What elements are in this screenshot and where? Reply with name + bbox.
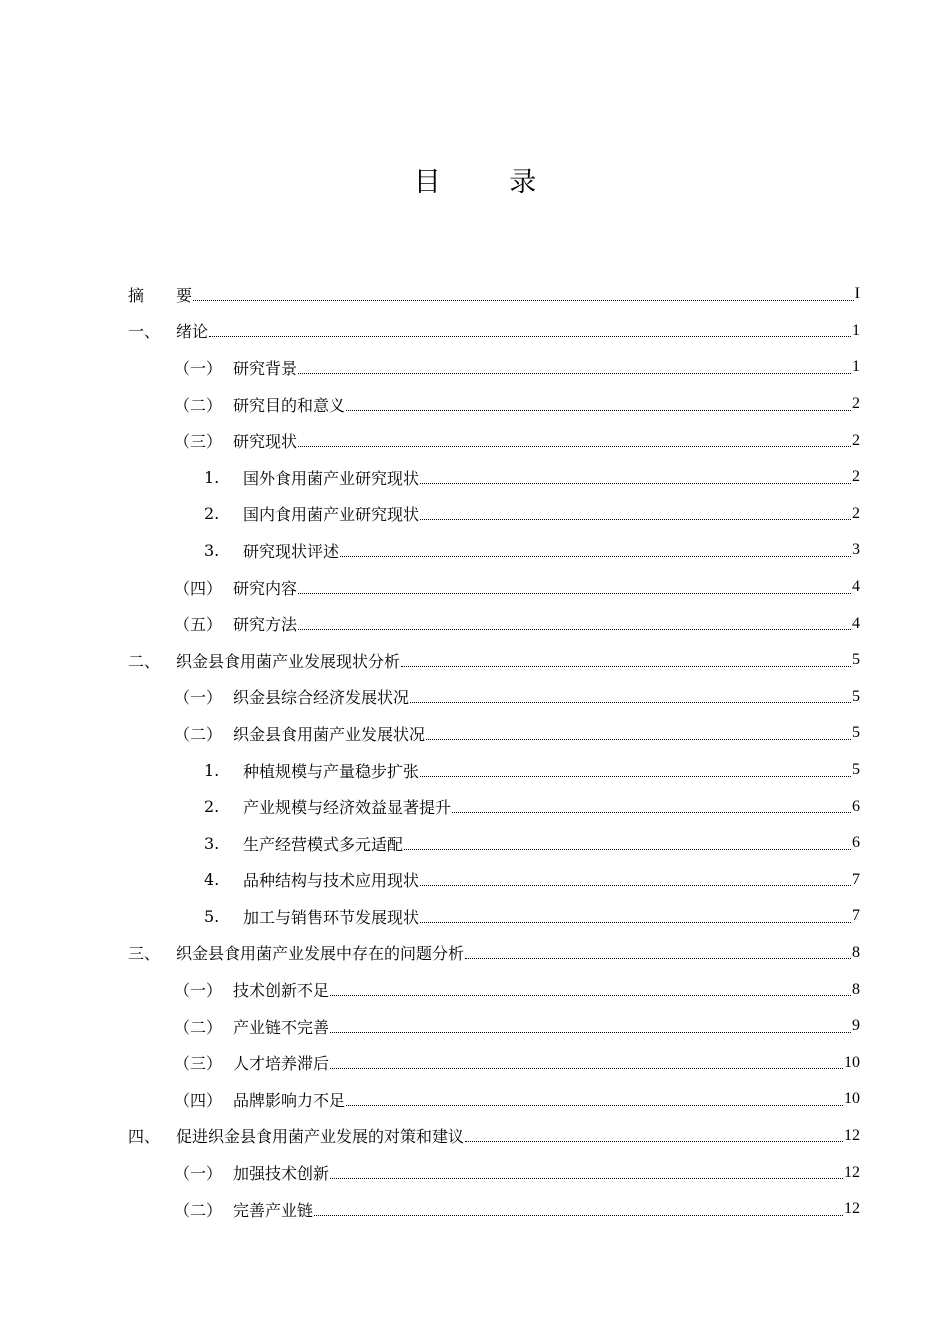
toc-entry-label: 加工与销售环节发展现状: [243, 907, 420, 927]
toc-dot-leader: [314, 1215, 843, 1216]
toc-page-number: 8: [852, 980, 860, 998]
toc-page-number: 10: [844, 1090, 860, 1108]
toc-entry[interactable]: [128, 1044, 860, 1081]
toc-dot-leader: [346, 1105, 843, 1106]
toc-entry-number: 三、: [128, 944, 161, 964]
toc-entry[interactable]: [128, 788, 860, 825]
toc-entry-number: （一）: [174, 1164, 223, 1184]
toc-page-number: 7: [852, 870, 860, 888]
toc-entry-number: 2.: [204, 504, 220, 524]
toc-page-number: 5: [852, 724, 860, 742]
toc-entry-label: 要: [176, 285, 193, 305]
toc-entry-label: 品牌影响力不足: [233, 1090, 346, 1110]
toc-entry-label: 促进织金县食用菌产业发展的对策和建议: [176, 1127, 465, 1147]
toc-entry-label: 研究现状: [233, 432, 298, 452]
toc-entry[interactable]: [128, 642, 860, 679]
toc-entry-label: 研究背景: [233, 358, 298, 378]
toc-dot-leader: [426, 739, 851, 740]
toc-page-number: 4: [852, 614, 860, 632]
toc-entry-label: 国内食用菌产业研究现状: [243, 505, 420, 525]
toc-page-number: 5: [852, 651, 860, 669]
toc-entry-number: 四、: [128, 1127, 161, 1147]
toc-entry[interactable]: [128, 1191, 860, 1228]
toc-entry[interactable]: [128, 313, 860, 350]
toc-entry-number: （二）: [174, 1200, 223, 1220]
toc-page-number: 4: [852, 578, 860, 596]
toc-entry[interactable]: [128, 605, 860, 642]
toc-page-number: 6: [852, 834, 860, 852]
toc-dot-leader: [420, 885, 851, 886]
toc-entry[interactable]: [128, 898, 860, 935]
toc-entry[interactable]: [128, 715, 860, 752]
toc-entry[interactable]: [128, 422, 860, 459]
toc-dot-leader: [298, 446, 851, 447]
toc-entry-number: 4.: [204, 870, 220, 890]
toc-entry-label: 产业链不完善: [233, 1017, 330, 1037]
toc-page-number: 12: [844, 1126, 860, 1144]
toc-entry[interactable]: [128, 825, 860, 862]
toc-dot-leader: [420, 519, 851, 520]
toc-dot-leader: [193, 300, 854, 301]
toc-page-number: 9: [852, 1017, 860, 1035]
toc-entry-number: 一、: [128, 322, 161, 342]
toc-page-number: 5: [852, 687, 860, 705]
toc-entry-number: （一）: [174, 981, 223, 1001]
toc-entry-label: 研究方法: [233, 615, 298, 635]
toc-entry-label: 绪论: [176, 322, 209, 342]
toc-entry-label: 研究目的和意义: [233, 395, 346, 415]
toc-entry-number: （二）: [174, 1017, 223, 1037]
toc-entry-label: 产业规模与经济效益显著提升: [243, 798, 452, 818]
toc-page-number: 10: [844, 1053, 860, 1071]
toc-entry-label: 生产经营模式多元适配: [243, 834, 404, 854]
toc-page-number: 8: [852, 943, 860, 961]
toc-entry-number: （二）: [174, 724, 223, 744]
toc-entry[interactable]: [128, 862, 860, 899]
toc-page-number: 12: [844, 1163, 860, 1181]
toc-page-number: 12: [844, 1200, 860, 1218]
toc-entry-number: （三）: [174, 1054, 223, 1074]
toc-entry-label: 完善产业链: [233, 1200, 314, 1220]
toc-entry-label: 品种结构与技术应用现状: [243, 871, 420, 891]
toc-page-number: I: [854, 285, 860, 303]
toc-dot-leader: [465, 1141, 843, 1142]
toc-page-number: 3: [852, 541, 860, 559]
toc-entry-label: 研究内容: [233, 578, 298, 598]
toc-dot-leader: [340, 556, 851, 557]
toc-entry-number: （五）: [174, 615, 223, 635]
table-of-contents: [128, 276, 860, 1227]
toc-entry[interactable]: [128, 459, 860, 496]
toc-dot-leader: [420, 922, 851, 923]
toc-entry-number: （一）: [174, 358, 223, 378]
toc-entry-label: 织金县食用菌产业发展状况: [233, 724, 426, 744]
toc-entry-label: 加强技术创新: [233, 1164, 330, 1184]
toc-entry-number: （二）: [174, 395, 223, 415]
toc-dot-leader: [330, 995, 851, 996]
toc-dot-leader: [330, 1068, 843, 1069]
toc-page-number: 2: [852, 504, 860, 522]
toc-entry[interactable]: [128, 935, 860, 972]
toc-dot-leader: [330, 1032, 851, 1033]
toc-entry[interactable]: [128, 1118, 860, 1155]
toc-dot-leader: [401, 666, 851, 667]
toc-entry[interactable]: [128, 532, 860, 569]
toc-entry-label: 研究现状评述: [243, 541, 340, 561]
toc-entry-number: （三）: [174, 432, 223, 452]
toc-entry-number: （四）: [174, 578, 223, 598]
toc-dot-leader: [420, 776, 851, 777]
toc-entry[interactable]: [128, 349, 860, 386]
toc-entry[interactable]: [128, 752, 860, 789]
toc-page-number: 6: [852, 797, 860, 815]
toc-entry-number: 二、: [128, 651, 161, 671]
toc-entry-label: 国外食用菌产业研究现状: [243, 468, 420, 488]
toc-dot-leader: [209, 336, 851, 337]
toc-dot-leader: [298, 593, 851, 594]
toc-entry[interactable]: [128, 679, 860, 716]
toc-entry-number: 3.: [204, 833, 220, 853]
toc-entry[interactable]: [128, 1008, 860, 1045]
toc-entry-label: 织金县综合经济发展状况: [233, 688, 410, 708]
toc-page-number: 2: [852, 395, 860, 413]
toc-page-number: 2: [852, 431, 860, 449]
toc-dot-leader: [298, 373, 851, 374]
toc-entry[interactable]: [128, 1081, 860, 1118]
toc-dot-leader: [404, 849, 851, 850]
toc-entry-number: 摘: [128, 285, 145, 305]
toc-dot-leader: [452, 812, 851, 813]
toc-entry-label: 技术创新不足: [233, 981, 330, 1001]
toc-page-number: 1: [852, 321, 860, 339]
toc-entry-number: 2.: [204, 797, 220, 817]
toc-entry[interactable]: [128, 1154, 860, 1191]
page-title: 目 录: [413, 167, 567, 198]
toc-entry-label: 种植规模与产量稳步扩张: [243, 761, 420, 781]
toc-page-number: 2: [852, 468, 860, 486]
toc-page-number: 1: [852, 358, 860, 376]
toc-entry-label: 织金县食用菌产业发展现状分析: [176, 651, 401, 671]
toc-page-number: 7: [852, 907, 860, 925]
toc-entry[interactable]: [128, 971, 860, 1008]
toc-page-number: 5: [852, 761, 860, 779]
toc-dot-leader: [420, 483, 851, 484]
toc-dot-leader: [330, 1178, 843, 1179]
toc-entry-number: （一）: [174, 688, 223, 708]
toc-dot-leader: [298, 629, 851, 630]
toc-dot-leader: [465, 958, 851, 959]
toc-entry[interactable]: [128, 276, 860, 313]
toc-entry[interactable]: [128, 569, 860, 606]
toc-entry[interactable]: [128, 496, 860, 533]
toc-entry-number: （四）: [174, 1090, 223, 1110]
toc-entry-label: 织金县食用菌产业发展中存在的问题分析: [176, 944, 465, 964]
toc-dot-leader: [346, 410, 851, 411]
toc-entry-label: 人才培养滞后: [233, 1054, 330, 1074]
toc-entry[interactable]: [128, 386, 860, 423]
toc-entry-number: 3.: [204, 540, 220, 560]
toc-dot-leader: [410, 702, 851, 703]
toc-entry-number: 1.: [204, 760, 220, 780]
toc-entry-number: 1.: [204, 467, 220, 487]
toc-entry-number: 5.: [204, 906, 220, 926]
